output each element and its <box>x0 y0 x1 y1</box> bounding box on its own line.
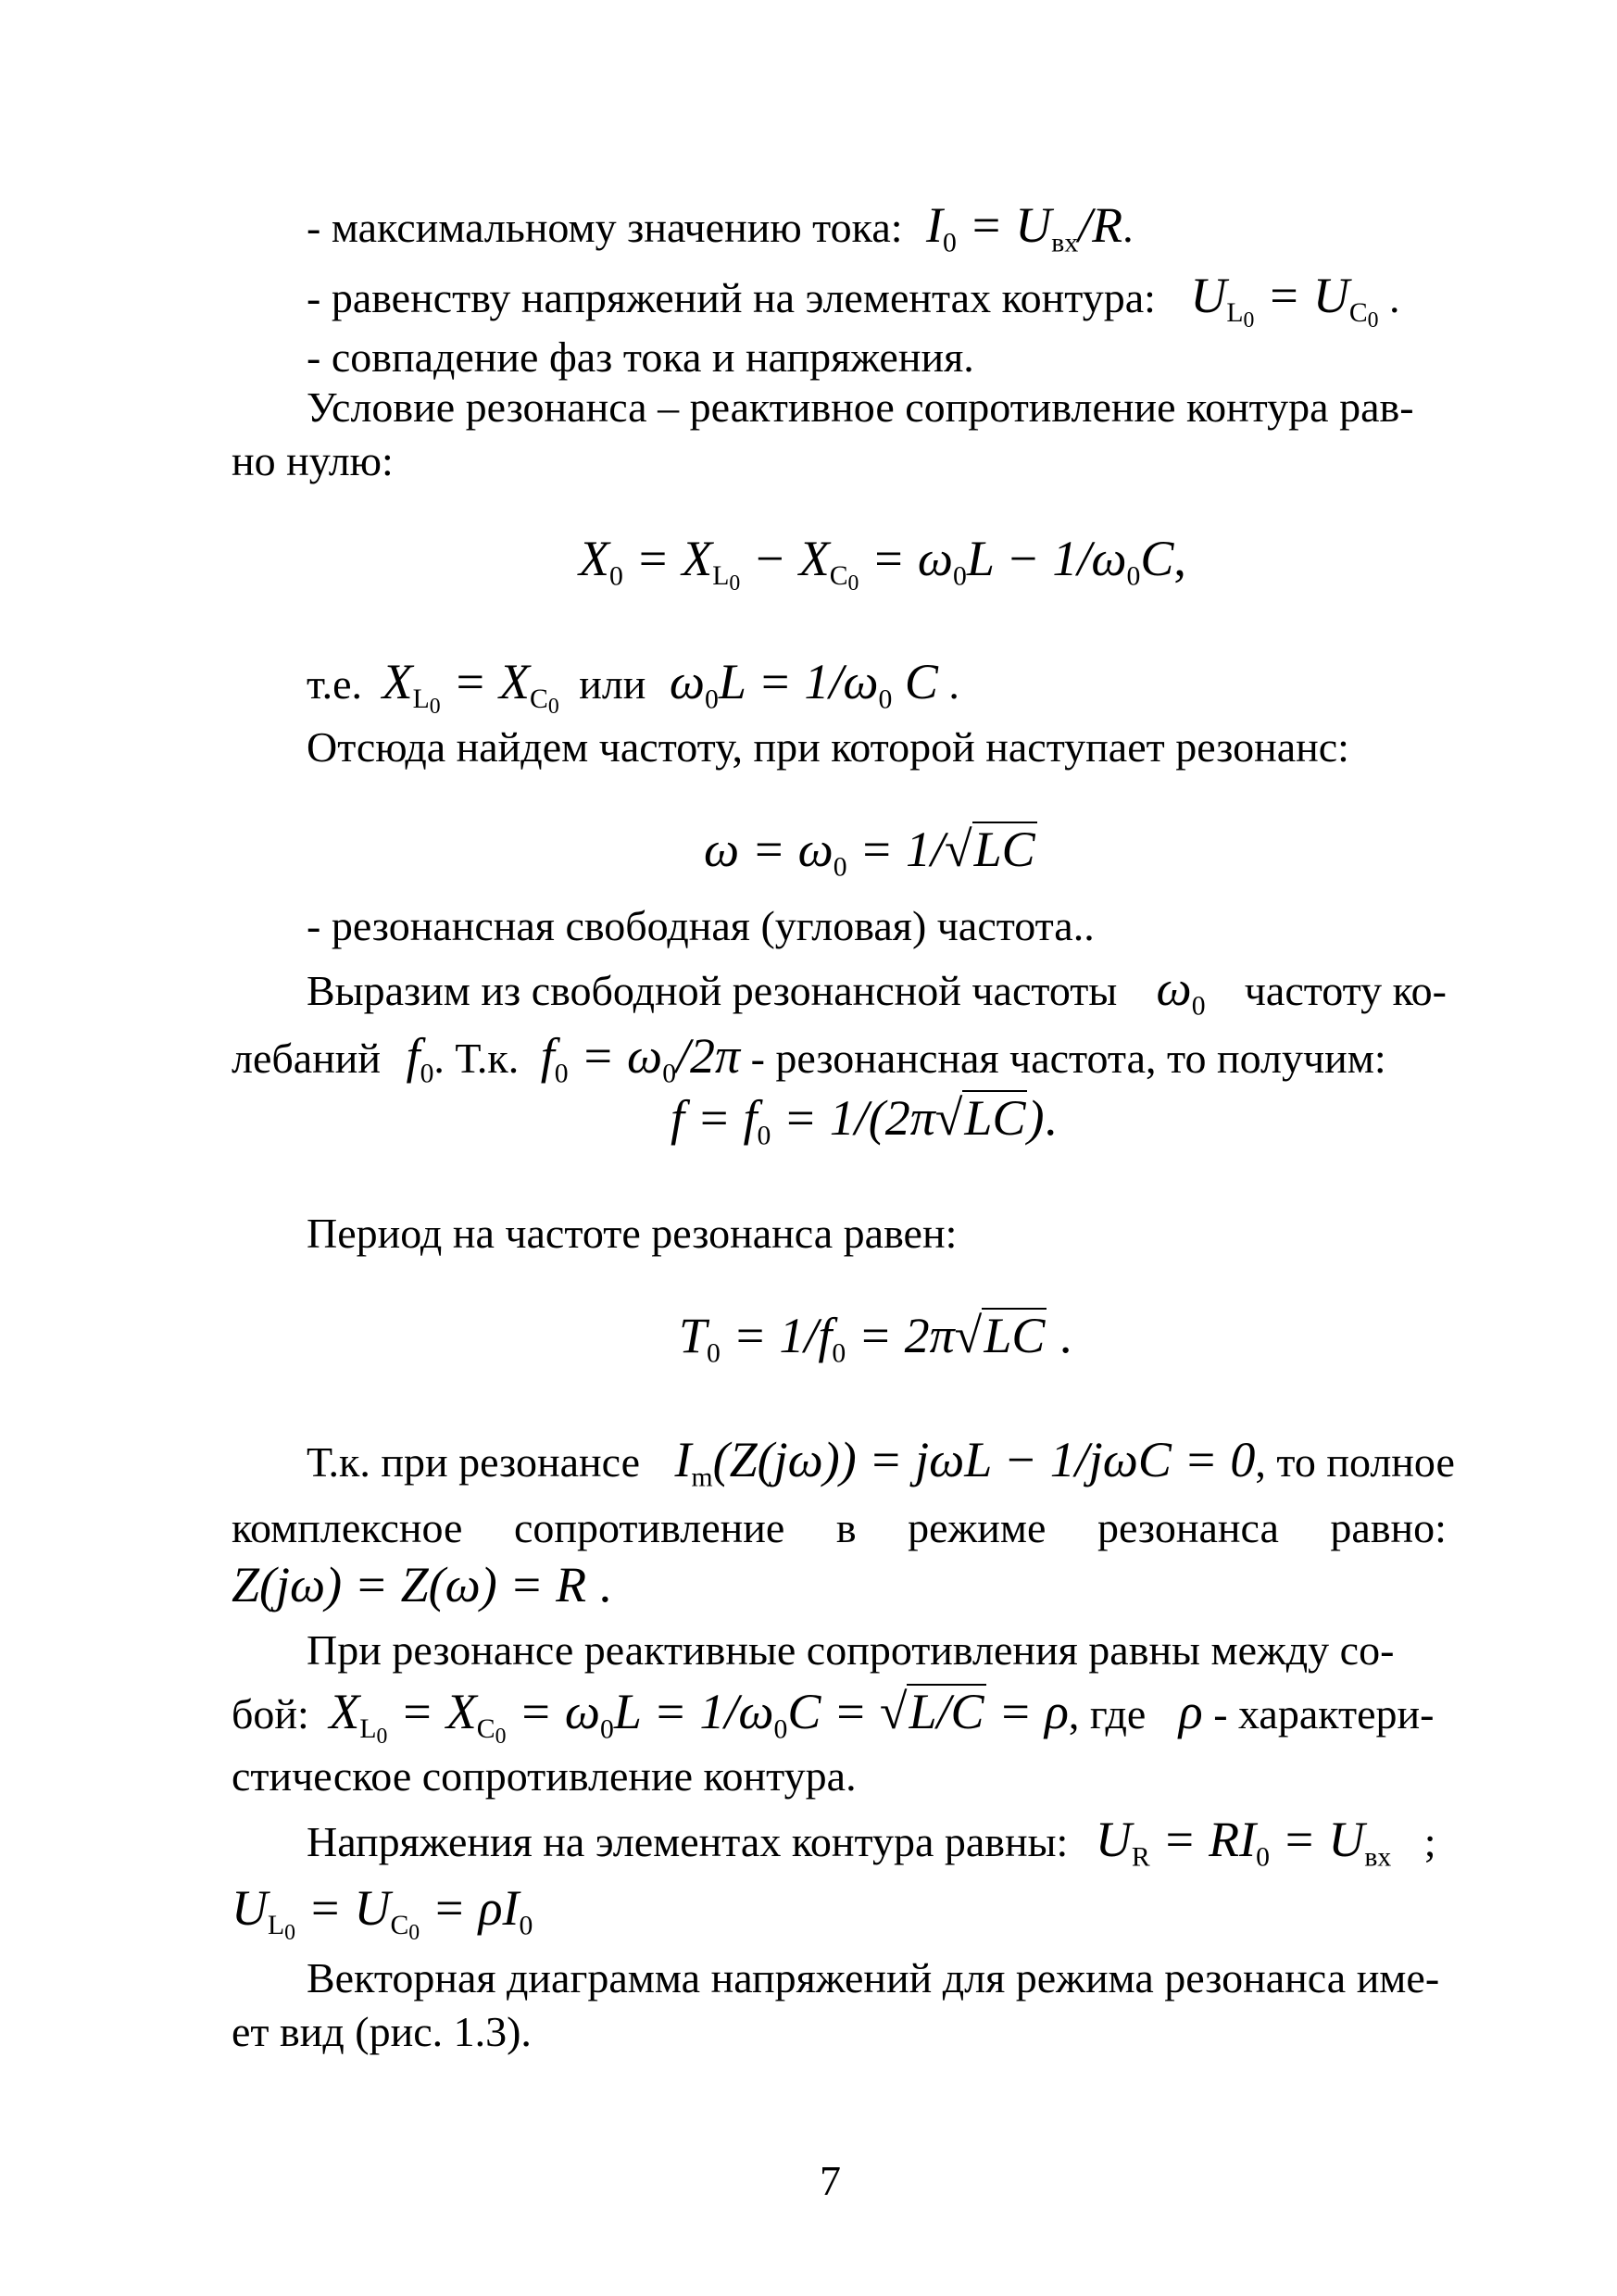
formula-ur: $U_R = RI_0 = U_{вх}$ <box>1095 1812 1392 1873</box>
formula-frequency: $f = f_0 = 1/(2\pi√LC)$. <box>671 1090 1057 1151</box>
text: - равенству напряжений на элементах контура: <box>307 274 1156 321</box>
formula-rho: $X_{L_0} = X_{C_0} = \omega_0L = 1/\omega_0C = √L/C = \rho$ <box>329 1684 1069 1750</box>
text: бой: <box>232 1690 309 1738</box>
text: , где <box>1068 1690 1147 1738</box>
text-line <box>307 960 1447 1034</box>
text-line <box>307 1432 1455 1505</box>
text: . Т.к. <box>433 1035 520 1082</box>
word: в <box>835 1504 857 1551</box>
text-line: Отсюда найдем частоту, при которой наступает резонанс: <box>307 723 1349 771</box>
text: - резонансная частота, то получим: <box>750 1035 1386 1082</box>
text-line: т.е. $X_{L_0} = X_{C_0}$ или $\omega_0L = 1/\omega_0$ C . <box>307 654 959 720</box>
text-line: ет вид (рис. 1.3). <box>232 2008 532 2055</box>
text-line: При резонансе реактивные сопротивления равны между со- <box>307 1626 1395 1674</box>
formula-reactance: $X_0 = X_{L_0} - X_{C_0} = \omega_0L - 1/\omega_0C$, <box>579 531 1186 596</box>
formula-equality-b: $\omega_0L = 1/\omega_0$ C <box>669 654 938 715</box>
text: Т.к. при резонансе <box>307 1438 641 1486</box>
text-line: Напряжения на элементах контура равны: $U_R = RI_0 = U_{вх}$ ; <box>307 1812 1436 1873</box>
formula-voltage: $U_{L_0} = U_{C_0}$ <box>1190 268 1379 333</box>
text: Выразим из свободной резонансной частоты <box>307 967 1118 1014</box>
text-line: - равенству напряжений на элементах контура: $U_{L_0} = U_{C_0}$ . <box>307 268 1400 333</box>
word: сопротивление <box>513 1504 785 1551</box>
text-line <box>307 380 1447 435</box>
formula-period: $T_0 = 1/f_0 = 2\pi√LC$ . <box>679 1308 1072 1369</box>
text: частоту ко- <box>1244 967 1447 1014</box>
text-line: Период на частоте резонанса равен: <box>307 1210 958 1257</box>
word: комплексное <box>232 1504 463 1551</box>
text-line: стическое сопротивление контура. <box>232 1752 857 1800</box>
text: Напряжения на элементах контура равны: <box>307 1818 1069 1865</box>
formula-current: $I_0 = U_{вх}/R$ <box>926 197 1123 258</box>
text-line: - резонансная свободная (угловая) частота.. <box>307 902 1095 949</box>
text: - характери- <box>1213 1690 1435 1738</box>
formula-equality-a: $X_{L_0} = X_{C_0}$ <box>382 654 559 720</box>
text-line: но нулю: <box>232 437 394 484</box>
formula-rho-symbol: ρ <box>1178 1684 1203 1739</box>
formula-omega: $\omega = \omega_0 = 1/√LC$ <box>704 822 1035 883</box>
text: или <box>579 660 646 708</box>
formula-f0-symbol: $f_0$ <box>406 1028 434 1089</box>
formula-ul: $U_{L_0} = U_{C_0} = \rho I_0$ <box>232 1880 533 1946</box>
text: лебаний <box>232 1035 382 1082</box>
formula-omega0: $\omega_0$ <box>1156 960 1206 1022</box>
formula-z: Z(jω) = Z(ω) = R . <box>232 1557 612 1612</box>
text-line: - совпадение фаз тока и напряжения. <box>307 333 974 381</box>
text: т.е. <box>307 660 363 708</box>
word: резонанса <box>1097 1504 1279 1551</box>
word: равно: <box>1330 1504 1447 1551</box>
text: Условие резонанса – реактивное сопротивление контура рав- <box>307 383 1414 431</box>
formula-im: $I_m(Z(j\omega)) = j\omega L - 1/j\omega C = 0$ <box>674 1432 1256 1493</box>
page-number: 7 <box>820 2157 841 2204</box>
text-line: - максимальному значению тока: $I_0 = U_{вх}/R$. <box>307 197 1134 258</box>
text: , то полное <box>1255 1438 1455 1486</box>
formula-f0: $f_0 = \omega_0/2\pi$ <box>540 1028 741 1089</box>
text-line: Векторная диаграмма напряжений для режима резонанса име- <box>307 1954 1440 2001</box>
text: - максимальному значению тока: <box>307 204 903 251</box>
text-line-justified <box>232 1500 1447 1556</box>
word: режиме <box>908 1504 1047 1551</box>
